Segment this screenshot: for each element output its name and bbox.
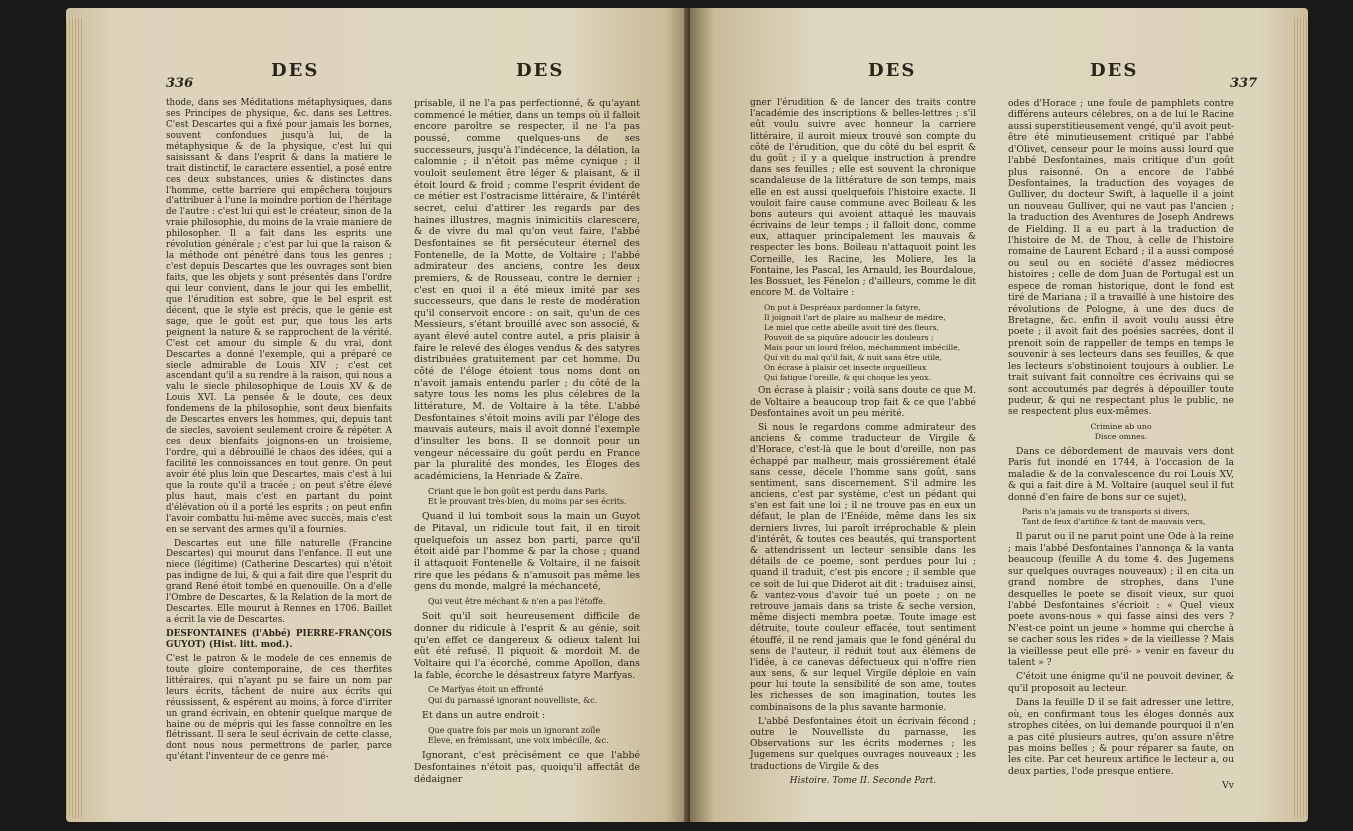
paragraph: C'est le patron & le modele de ces ennemis de toute gloire contemporaine, de ces therfites littéraires, qui n'ayant pu se faire un nom par leurs écrits, tâchent de nuire aux écrits qui réussissent, & espérent au moins, à force d'irriter un grand écrivain, en obtenir quelque marque de haine ou de mépris qui les fasse connoître en les flétrissant. Il sera le seul écrivain de cette classe, dont nous nous permettrons de parler, parce qu'étant l'inventeur de ce genre mé- [166, 653, 392, 763]
verse-quote [1022, 507, 1234, 527]
verse-line: Le miel que cette abeille avoit tiré des fleurs, [764, 323, 939, 333]
paragraph: Dans la feuille D il se fait adresser une lettre, où, en confirmant tous les éloges donnés aux strophes citées, on lui demande pourquoi il n'en a pas cité plusieurs autres, qu'on assure n'être pas moins belles ; & pour réparer sa faute, on les cite. Par cet heureux artifice le lecteur a, ou deux parties, l'ode presque entiere. [1008, 697, 1234, 777]
running-header: DES [271, 60, 320, 81]
paragraph: thode, dans ses Méditations métaphysiques, dans ses Principes de physique, &c. dans ses Lettres. C'est Descartes qui a fixé pour jamais les bornes, souvent confondues jusqu'à lui, de la métaphysique & de la physique, c'est lui qui saisissant & dans l'esprit & dans la matiere le trait distinctif, le caractere essentiel, a posé entre ces deux substances, unies & distinctes dans l'homme, cette barriere qui empêchera toujours d'attribuer à l'une la moindre portion de l'héritage de l'autre : c'est lui qui est le créateur, sinon de la vraie philosophie, du moins de la vraie maniere de philosopher. Il a fait dans les esprits une révolution générale ; c'est par lui que la raison & la méthode ont pénétré dans tous les genres ; c'est depuis Descartes que les ouvrages sont bien faits, que les objets y sont présentés dans l'ordre qui leur convient, dans le jour qui les embellit, que l'érudition est sobre, que le bel esprit est décent, que le style est précis, que le génie est sage, que le goût est pur, que tous les arts peignent la nature & se rapprochent de la vérité. C'est cet amour du simple & du vrai, dont Descartes a donné l'exemple, qui a préparé ce siecle admirable de Louis XIV ; c'est cet ascendant qu'il a su rendre à la raison, qui nous a valu le siecle philosophique de Louis XV & de Louis XVI. La pensée & le doute, ces deux fondemens de la philosophie, sont deux bienfaits de Descartes envers les hommes, qui, depuis tant de siecles, savoient seulement croire & répéter. A ces deux bienfaits joignons-en un troisieme, l'ordre, qui a débrouillé le chaos des idées, qui a facilité les connoissances en tout genre. On peut avoir été plus loin que Descartes, mais c'est à lui que la route qu'il a tracée ; on peut s'être élevé plus haut, mais c'est en partant du point d'élévation où il a porté les esprits ; on peut enfin l'avoir combattu lui-même avec succès, mais c'est en se servant des armes qu'il a fournies. [166, 98, 392, 535]
verse-line: On put à Despréaux pardonner la fatyre, [764, 303, 921, 313]
verse-line: On écrase à plaisir cet insecte orgueilleux [764, 362, 927, 372]
running-header-col2: DES [1090, 60, 1139, 81]
verse-line: Crimine ab uno [1090, 421, 1152, 431]
right-page [690, 8, 1308, 822]
paragraph: prisable, il ne l'a pas perfectionné, & qu'ayant commencé le métier, dans un temps où il falloit encore paroître se respecter, il ne l'a pas poussé, comme quelques-uns de ses successeurs, jusqu'à l'indécence, la délation, la calomnie ; il n'étoit pas même cynique ; il vouloit seulement être léger & plaisant, & il étoit lourd & froid ; comme l'esprit évident de ce métier est l'ostracisme littéraire, & l'intérêt secret, celui d'attirer les regards par des haines illustres, magnis inimicitiis clarescere, & de vivre du mal qu'on veut faire, l'abbé Desfontaines se fit persécuteur éternel des Fontenelle, de la Motte, de Voltaire ; l'abbé admirateur des anciens, contre les deux premiers, & de Rousseau, contre le dernier ; c'est en quoi il a été mieux imité par ses successeurs, que dans le reste de modération qu'il conservoit encore : on sait, qu'un de ces Messieurs, s'étant brouillé avec son associé, & ayant élevé autel contre autel, a pris plaisir à faire le relevé des éloges vendus & des satyres distribuées gratuitement par cet homme. Du côté de l'éloge étoient tous noms dont on n'avoit jamais entendu parler ; du côté de la satyre tous les noms les plus célebres de la littérature, M. de Voltaire à la tête. L'abbé Desfontaines s'étoit moins avili par l'éloge des mauvais auteurs, mais il avoit donné l'exemple d'insulter les bons. Il se donnoit pour un vengeur nécessaire du goût perdu en France par la pluralité des mondes, les Éloges des académiciens, la Henriade & Zaïre. [414, 98, 640, 482]
right-page-edges [1292, 18, 1308, 818]
verse-line: Que quatre fois par mois un ignorant zoïle [428, 725, 601, 735]
verse-line: Qui veut être méchant & n'en a pas l'étoffe. [428, 596, 606, 606]
verse-quote [428, 726, 640, 747]
paragraph: On écrase à plaisir ; voilà sans doute ce que M. de Voltaire a beaucoup trop fait & ce que l'abbé Desfontaines avoit un peu mérité. [750, 386, 976, 419]
verse-line: Pouvoit de sa piquûre adoucir les douleurs ; [764, 333, 934, 342]
verse-line: Criant que le bon goût est perdu dans Paris, [428, 486, 608, 496]
paragraph: Descartes eut une fille naturelle (Francine Descartes) qui mourut dans l'enfance. Il eut une niece (légitime) (Catherine Descartes) qui n'étoit pas indigne de lui, & qui a fait dire que l'esprit du grand René étoit tombé en quenouille. On a d'elle l'Ombre de Descartes, & la Relation de la mort de Descartes. Elle mourut à Rennes en 1706. Baillet a écrit la vie de Descartes. [166, 538, 392, 626]
paragraph: Soit qu'il soit heureusement difficile de donner du ridicule à l'esprit & au génie, soit qu'en effet ce dangereux & odieux talent lui eût été refusé. Il piquoit & mordoit M. de Voltaire qui l'a écorché, comme Apollon, dans la fable, écorche le désastreux fatyre Marfyas. [414, 611, 640, 681]
left-page-edges [66, 18, 82, 818]
verse-line: Et le prouvant très-bien, du moins par ses écrits. [428, 497, 627, 507]
paragraph: L'abbé Desfontaines étoit un écrivain fécond ; outre le Nouvelliste du parnasse, les Observations sur les écrits modernes ; les Jugemens sur quelques ouvrages nouveaux ; les traductions de Virgile & des [750, 716, 976, 772]
verse-line: Mais pour un lourd frélon, méchamment imbécille, [764, 342, 961, 352]
verse-line: Disce omnes. [1094, 431, 1148, 441]
left-page [66, 8, 691, 822]
verse-quote [764, 303, 976, 382]
verse-line: Qui vit du mal qu'il fait, & nuit sans être utile, [764, 352, 942, 362]
paragraph: C'étoit une énigme qu'il ne pouvoit deviner, & qu'il proposoit au lecteur. [1008, 671, 1234, 694]
signature-line: Histoire. Tome II. Seconde Part. [789, 775, 937, 786]
paragraph: Il parut ou il ne parut point une Ode à la reine ; mais l'abbé Desfontaines l'annonça & la vanta beaucoup (feuille A du tome 4. des Jugemens sur quelques ouvrages nouveaux) ; il en cita un grand nombre de strophes, dans l'une desquelles le poete se disoit vieux, sur quoi l'abbé Desfontaines s'écrioit : « Quel vieux poete avons-nous » qui fasse ainsi des vers ? N'est-ce point un jeune » homme qui cherche à se cacher sous les rides » de la vieillesse ? Mais la vieillesse peut elle pré- » venir en faveur du talent » ? [1008, 531, 1234, 669]
paragraph: gner l'érudition & de lancer des traits contre l'académie des inscriptions & belles-lettres ; s'il eût voulu suivre avec honneur la carriere littéraire, il auroit mieux trouvé son compte du côté de l'érudition, que du côté du bel esprit & du goût ; il y a quelque instruction à prendre dans ses feuilles ; elle est souvent la chronique scandaleuse de la littérature de son temps, mais elle en est aussi quelquefois l'histoire exacte. Il vouloit faire cause commune avec Boileau & les bons auteurs qui avoient attaqué les mauvais écrivains de leur temps ; il falloit donc, comme eux, attaquer principalement les mauvais & respecter les bons. Boileau n'attaquoit point les Corneille, les Racine, les Moliere, les la Fontaine, les Pascal, les Arnauld, les Bourdaloue, les Bossuet, les Fénelon ; d'ailleurs, comme le dit encore M. de Voltaire : [750, 98, 976, 299]
paragraph: Dans ce débordement de mauvais vers dont Paris fut inondé en 1744, à l'occasion de la maladie & de la convalescence du roi Louis XV, & qui a fait dire à M. Voltaire (auquel seul il fut donné d'en faire de bons sur ce sujet), [1008, 446, 1234, 503]
left-column-1 [166, 98, 392, 766]
verse-line: Ce Marfyas étoit un effronté [428, 685, 544, 695]
verse-line: Paris n'a jamais vu de transports si divers, [1022, 507, 1190, 517]
paragraph: Ignorant, c'est précisément ce que l'abbé Desfontaines n'étoit pas, quoiqu'il affectât de dédaigner [414, 750, 640, 785]
right-column-1 [750, 98, 976, 790]
verse-line: Il joignoit l'art de plaire au malheur de médire, [764, 313, 946, 323]
left-column-2 [414, 98, 640, 788]
verse-line: Qui du parnassé ignorant nouvelliste, &c. [428, 695, 598, 705]
running-header: DES [868, 60, 917, 81]
right-column-2 [1008, 98, 1234, 795]
verse-line: Tant de feux d'artifice & tant de mauvais vers, [1022, 517, 1206, 527]
verse-line: Éleve, en frémissant, une voix imbécille, &c. [428, 736, 609, 745]
page-number: 337 [1230, 76, 1258, 91]
verse-quote [428, 597, 640, 607]
paragraph: odes d'Horace ; une foule de pamphlets contre différens auteurs célebres, on a de lui le Racine aussi superstitieusement vengé, qu'il avoit peut-être été minutieusement critiqué par l'abbé d'Olivet, censeur pour le moins aussi lourd que l'abbé Desfontaines, mais critique d'un goût plus raisonné. On a encore de l'abbé Desfontaines, la traduction des voyages de Gulliver, du docteur Swift, à laquelle il a joint un nouveau Gulliver, qui ne vaut pas l'ancien ; la traduction des Aventures de Joseph Andrews de Fielding. Il a eu part à la traduction de l'histoire de M. de Thou, à celle de l'histoire romaine de Laurent Echard ; il a aussi composé ou seul ou en société d'assez médiocres histoires ; celle de dom Juan de Portugal est un espece de roman historique, dont le fond est tiré de Mariana ; il a travaillé à une histoire des révolutions de Pologne, à une des ducs de Bretagne, &c. enfin il avoit voulu aussi être poete ; il avoit fait des poésies sacrées, dont il prenoit soin de rappeller de temps en temps le souvenir à ses lecteurs dans ses feuilles, & que les lecteurs s'obstinoient toujours à oublier. Le trait suivant fait connoître ces écrivains qui se sont accoutumés par degrés à dépouiller toute pudeur, & qui ne respectant plus le public, ne se respectent plus eux-mêmes. [1008, 98, 1234, 418]
paragraph: Si nous le regardons comme admirateur des anciens & comme traducteur de Virgile & d'Horace, c'est-là que le bout d'oreille, non pas échappé par malheur, mais grossiérement étalé sans cesse, décele l'homme sans goût, sans sentiment, sans discernement. S'il admire les anciens, c'est par système, c'est un pédant qui s'en est fait une loi ; il ne trouve pas en eux un défaut, le plan de l'Enéide, même dans les six derniers livres, lui paroît irréprochable & plein d'intérêt, & toutes ces beautés, qui transportent & attendrissent un lecteur sensible dans les détails de ce poeme, sont perdues pour lui ; quand il traduit, c'est pis encore ; il semble que ce soit de lui que Diderot ait dit : traduisez ainsi, & vantez-vous d'avoir tué un poete ; on ne retrouve jamais dans sa triste & seche version, même disjecti membra poetæ. Toute image est détruite, toute couleur effacée, tout sentiment étouffé, il ne rend jamais que le fond général du sens de l'auteur, il réduit tout aux élémens de l'idée, à ce canevas défectueux qui n'offre rien aux sens, & sur lequel Virgile déploie en vain pour lui toute la sensibilité de son ame, toutes les richesses de son imagination, toutes les combinaisons de la plus savante harmonie. [750, 422, 976, 713]
verse-quote [428, 685, 640, 706]
open-book [52, 8, 1322, 826]
verse-line: Qui fatigue l'oreille, & qui choque les yeux. [764, 372, 932, 382]
verse-quote [1008, 422, 1234, 442]
page-number: 336 [166, 76, 194, 91]
catchword: Vv [1222, 780, 1234, 792]
paragraph: Et dans un autre endroit : [422, 709, 546, 721]
running-header-col2: DES [516, 60, 565, 81]
entry-heading: DESFONTAINES (l'Abbé) PIERRE-FRANÇOIS GUYOT) (Hist. litt. mod.). [166, 629, 392, 650]
verse-quote [428, 487, 640, 508]
paragraph: Quand il lui tomboit sous la main un Guyot de Pitaval, un ridicule tout fait, il en tiroit quelquefois un assez bon parti, parce qu'il étoit aidé par l'homme & par la chose ; quand il attaquoit Fontenelle & Voltaire, il ne faisoit rire que les pédans & n'amusoit pas même les gens du monde, malgré la méchanceté, [414, 511, 640, 593]
